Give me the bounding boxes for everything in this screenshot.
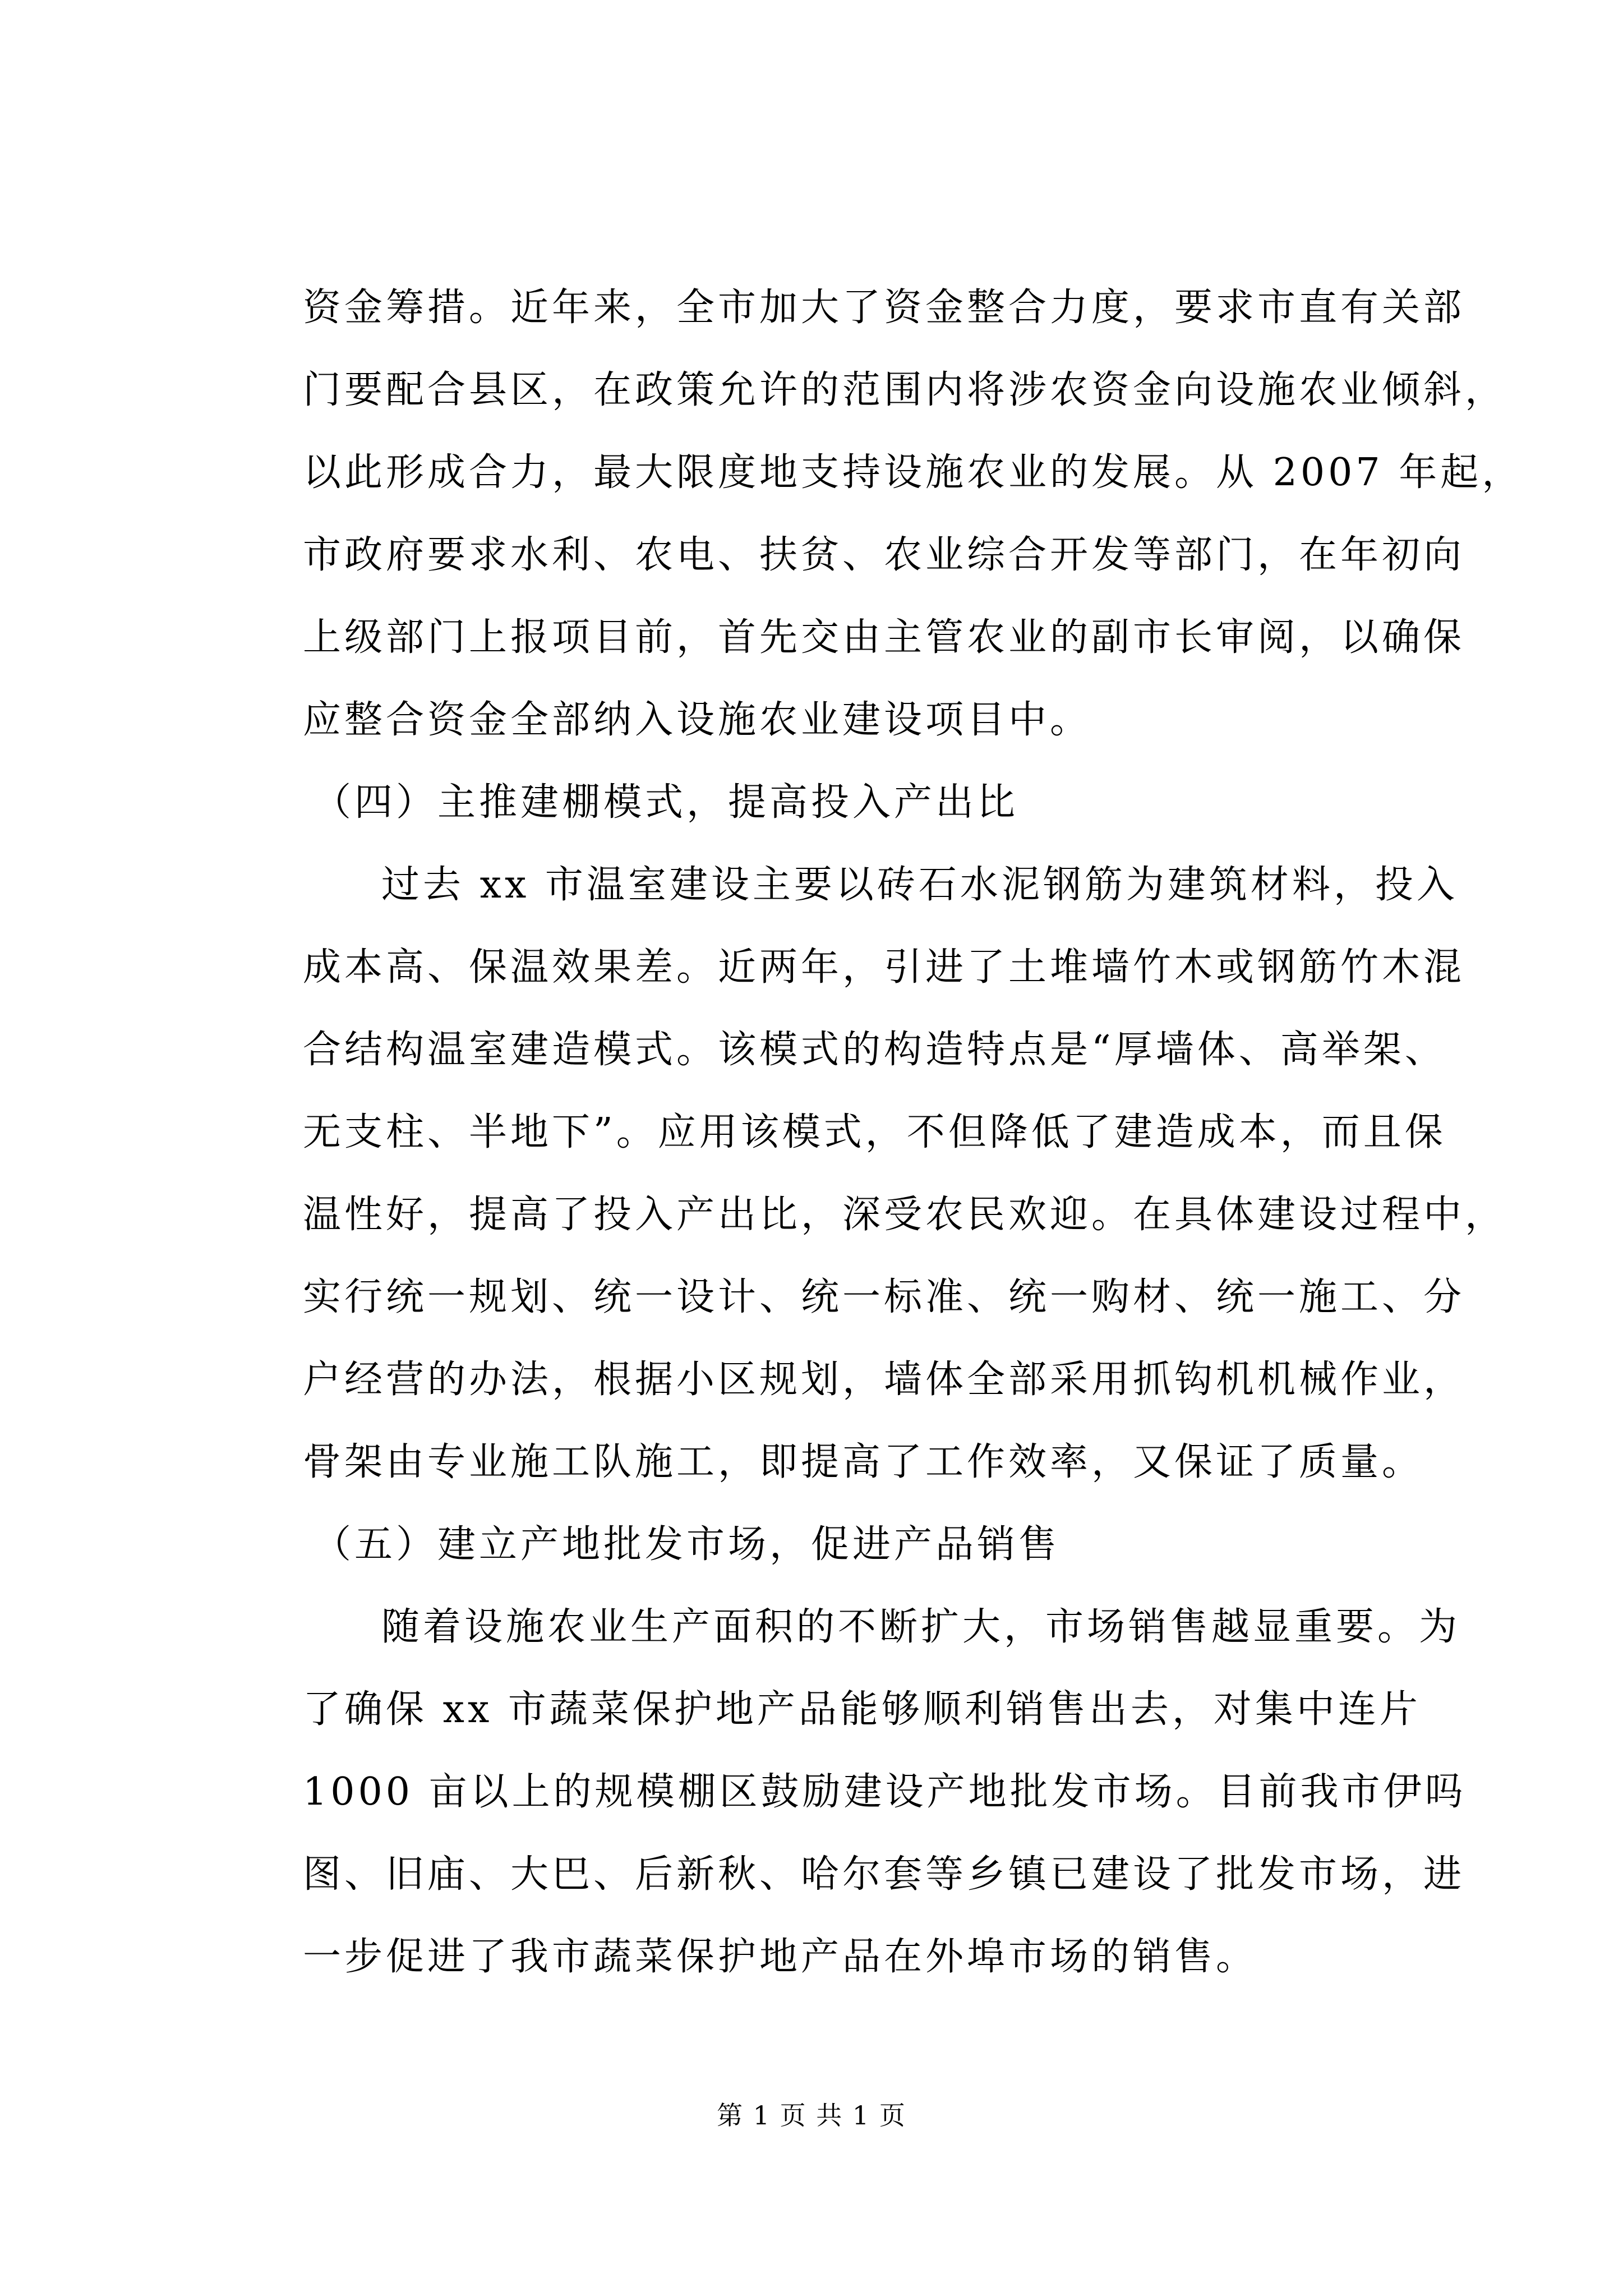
paragraph-line: 资金筹措。近年来，全市加大了资金整合力度，要求市直有关部: [303, 286, 1465, 330]
intro-paragraph: [303, 266, 1524, 761]
paragraph-line: 户经营的办法，根据小区规划，墙体全部采用抓钩机机械作业，: [303, 1358, 1465, 1402]
paragraph-line: 1000 亩以上的规模棚区鼓励建设产地批发市场。目前我市伊吗: [303, 1770, 1467, 1814]
section-5-paragraph: [303, 1586, 1469, 1998]
paragraph-line: 随着设施农业生产面积的不断扩大，市场销售越显重要。为: [381, 1605, 1461, 1649]
paragraph-line: 过去 xx 市温室建设主要以砖石水泥钢筋为建筑材料，投入: [381, 863, 1458, 907]
paragraph-line: 成本高、保温效果差。近两年，引进了土堆墙竹木或钢筋竹木混: [303, 945, 1465, 990]
paragraph-line: 门要配合县区，在政策允许的范围内将涉农资金向设施农业倾斜，: [303, 368, 1507, 412]
paragraph-line: 了确保 xx 市蔬菜保护地产品能够顺利销售出去，对集中连片: [303, 1687, 1421, 1732]
document-body: [303, 266, 1524, 1998]
paragraph-line: 应整合资金全部纳入设施农业建设项目中。: [303, 698, 1092, 742]
paragraph-line: 合结构温室建造模式。该模式的构造特点是“厚墙体、高举架、: [303, 1028, 1446, 1072]
page-footer: 第 1 页 共 1 页: [717, 2100, 906, 2131]
paragraph-line: 以此形成合力，最大限度地支持设施农业的发展。从 2007 年起，: [303, 450, 1524, 495]
paragraph-line: 上级部门上报项目前，首先交由主管农业的副市长审阅，以确保: [303, 615, 1465, 660]
paragraph-line: 骨架由专业施工队施工，即提高了工作效率，又保证了质量。: [303, 1440, 1424, 1484]
paragraph-line: 温性好，提高了投入产出比，深受农民欢迎。在具体建设过程中，: [303, 1193, 1507, 1237]
paragraph-line: 一步促进了我市蔬菜保护地产品在外埠市场的销售。: [303, 1935, 1258, 1979]
section-heading-4: （四）主推建棚模式，提高投入产出比: [313, 780, 1019, 825]
paragraph-line: 图、旧庙、大巴、后新秋、哈尔套等乡镇已建设了批发市场，进: [303, 1852, 1465, 1897]
paragraph-line: 实行统一规划、统一设计、统一标准、统一购材、统一施工、分: [303, 1275, 1465, 1319]
paragraph-line: 无支柱、半地下”。应用该模式，不但降低了建造成本，而且保: [303, 1110, 1446, 1154]
section-4-paragraph: [303, 844, 1507, 1503]
section-heading-5: （五）建立产地批发市场，促进产品销售: [313, 1522, 1061, 1567]
paragraph-line: 市政府要求水利、农电、扶贫、农业综合开发等部门，在年初向: [303, 533, 1465, 577]
